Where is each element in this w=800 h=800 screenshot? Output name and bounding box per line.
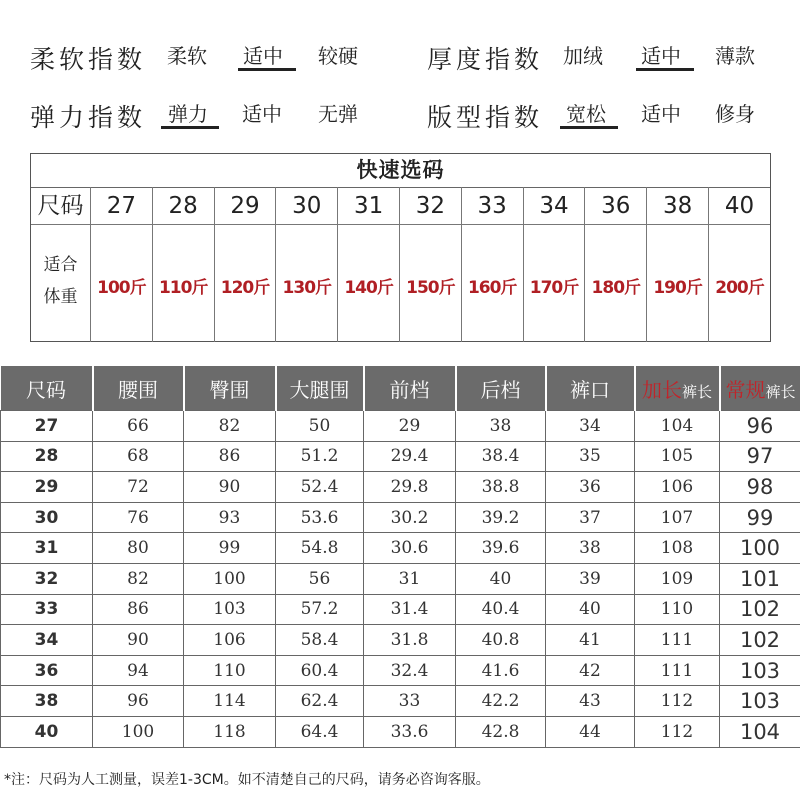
thickness-index-name: 厚度指数 bbox=[427, 45, 544, 74]
measurement-row bbox=[1, 502, 800, 533]
header-front-rise: 前档 bbox=[364, 366, 456, 411]
header-long-text: 裤长 bbox=[681, 382, 712, 401]
cell-long-length: 110 bbox=[635, 594, 720, 625]
cell-size: 38 bbox=[1, 686, 93, 717]
cell-back-rise: 40.8 bbox=[456, 625, 546, 656]
header-regular-tag: 常规 bbox=[725, 377, 766, 402]
cell-hip: 99 bbox=[184, 533, 276, 564]
cell-waist: 96 bbox=[93, 686, 184, 717]
header-hip: 臀围 bbox=[184, 366, 276, 411]
quick-size-cell: 28 bbox=[153, 187, 215, 225]
cell-thigh: 62.4 bbox=[276, 686, 364, 717]
cell-leg-opening: 38 bbox=[546, 533, 635, 564]
cell-waist: 100 bbox=[93, 716, 184, 747]
cell-long-length: 112 bbox=[635, 716, 720, 747]
quick-weight-cell bbox=[585, 225, 647, 342]
cell-regular-length: 97 bbox=[720, 441, 800, 472]
cell-front-rise: 31 bbox=[364, 563, 456, 594]
cell-size: 31 bbox=[1, 533, 93, 564]
quick-size-cell: 36 bbox=[585, 187, 647, 225]
quick-weight-cell bbox=[462, 225, 524, 342]
fit-index-name: 版型指数 bbox=[427, 103, 544, 132]
cell-leg-opening: 39 bbox=[546, 563, 635, 594]
cell-size: 32 bbox=[1, 563, 93, 594]
cell-back-rise: 39.2 bbox=[456, 502, 546, 533]
cell-leg-opening: 42 bbox=[546, 655, 635, 686]
cell-long-length: 109 bbox=[635, 563, 720, 594]
cell-long-length: 111 bbox=[635, 625, 720, 656]
cell-front-rise: 30.6 bbox=[364, 533, 456, 564]
cell-thigh: 53.6 bbox=[276, 502, 364, 533]
softness-option-medium: 适中 bbox=[243, 44, 283, 68]
quick-weight-cell bbox=[91, 225, 153, 342]
quick-weight-value: 200斤 bbox=[715, 278, 764, 298]
fit-selected-underline bbox=[560, 126, 618, 129]
header-regular-text: 裤长 bbox=[765, 382, 796, 401]
cell-hip: 110 bbox=[184, 655, 276, 686]
cell-front-rise: 29.4 bbox=[364, 441, 456, 472]
cell-hip: 118 bbox=[184, 716, 276, 747]
cell-thigh: 51.2 bbox=[276, 441, 364, 472]
quick-weight-label-line1: 适合 bbox=[43, 255, 78, 275]
quick-weight-value: 180斤 bbox=[591, 278, 641, 298]
cell-front-rise: 33 bbox=[364, 686, 456, 717]
cell-front-rise: 29 bbox=[364, 411, 456, 442]
quick-weight-cell bbox=[524, 225, 586, 342]
quick-weight-value: 160斤 bbox=[467, 278, 517, 298]
cell-long-length: 104 bbox=[635, 411, 720, 442]
quick-weight-cell bbox=[215, 225, 277, 342]
cell-thigh: 54.8 bbox=[276, 533, 364, 564]
cell-back-rise: 38.4 bbox=[456, 441, 546, 472]
header-size: 尺码 bbox=[1, 366, 93, 411]
header-thigh: 大腿围 bbox=[276, 366, 364, 411]
header-back-rise: 后档 bbox=[456, 366, 546, 411]
measurement-row bbox=[1, 533, 800, 564]
quick-size-cell: 38 bbox=[647, 187, 709, 225]
quick-weight-cell bbox=[647, 225, 709, 342]
cell-long-length: 111 bbox=[635, 655, 720, 686]
measurement-body bbox=[1, 411, 800, 748]
cell-leg-opening: 36 bbox=[546, 472, 635, 503]
cell-waist: 90 bbox=[93, 625, 184, 656]
cell-long-length: 105 bbox=[635, 441, 720, 472]
cell-back-rise: 40 bbox=[456, 563, 546, 594]
cell-regular-length: 102 bbox=[720, 594, 800, 625]
quick-weight-cell bbox=[153, 225, 215, 342]
cell-thigh: 52.4 bbox=[276, 472, 364, 503]
quick-size-title: 快速选码 bbox=[31, 154, 770, 188]
header-long-tag: 加长 bbox=[641, 377, 682, 402]
cell-leg-opening: 43 bbox=[546, 686, 635, 717]
quick-size-label: 尺码 bbox=[31, 187, 91, 225]
cell-hip: 100 bbox=[184, 563, 276, 594]
quick-size-cell: 27 bbox=[91, 187, 153, 225]
measurement-row bbox=[1, 686, 800, 717]
cell-back-rise: 42.2 bbox=[456, 686, 546, 717]
cell-long-length: 106 bbox=[635, 472, 720, 503]
cell-regular-length: 100 bbox=[720, 533, 800, 564]
cell-waist: 72 bbox=[93, 472, 184, 503]
quick-size-cell: 34 bbox=[524, 187, 586, 225]
cell-thigh: 57.2 bbox=[276, 594, 364, 625]
cell-hip: 86 bbox=[184, 441, 276, 472]
thickness-option-medium: 适中 bbox=[641, 44, 681, 68]
cell-front-rise: 32.4 bbox=[364, 655, 456, 686]
fit-option-slim: 修身 bbox=[715, 102, 755, 126]
cell-regular-length: 103 bbox=[720, 686, 800, 717]
cell-leg-opening: 34 bbox=[546, 411, 635, 442]
measurement-row bbox=[1, 716, 800, 747]
quick-weight-cell bbox=[400, 225, 462, 342]
quick-size-cell: 32 bbox=[400, 187, 462, 225]
measurement-note: *注：尺码为人工测量，误差1-3CM。如不清楚自己的尺码，请务必咨询客服。 bbox=[4, 772, 490, 788]
elasticity-index-row bbox=[0, 90, 800, 140]
quick-weight-cell bbox=[276, 225, 338, 342]
measurement-row bbox=[1, 563, 800, 594]
cell-waist: 66 bbox=[93, 411, 184, 442]
cell-long-length: 112 bbox=[635, 686, 720, 717]
quick-size-table bbox=[30, 153, 771, 342]
cell-thigh: 60.4 bbox=[276, 655, 364, 686]
quick-weight-label-line2: 体重 bbox=[43, 287, 78, 307]
cell-hip: 93 bbox=[184, 502, 276, 533]
cell-thigh: 58.4 bbox=[276, 625, 364, 656]
cell-size: 28 bbox=[1, 441, 93, 472]
cell-hip: 103 bbox=[184, 594, 276, 625]
elasticity-option-medium: 适中 bbox=[242, 102, 282, 126]
cell-waist: 86 bbox=[93, 594, 184, 625]
cell-size: 34 bbox=[1, 625, 93, 656]
softness-option-soft: 柔软 bbox=[167, 44, 207, 68]
measurement-header-row bbox=[1, 366, 800, 411]
cell-waist: 68 bbox=[93, 441, 184, 472]
cell-front-rise: 33.6 bbox=[364, 716, 456, 747]
cell-size: 33 bbox=[1, 594, 93, 625]
elasticity-option-stretch: 弹力 bbox=[168, 102, 208, 126]
cell-front-rise: 31.4 bbox=[364, 594, 456, 625]
cell-regular-length: 98 bbox=[720, 472, 800, 503]
softness-index-name: 柔软指数 bbox=[30, 45, 147, 74]
cell-leg-opening: 44 bbox=[546, 716, 635, 747]
cell-regular-length: 103 bbox=[720, 655, 800, 686]
quick-weight-value: 120斤 bbox=[220, 278, 270, 298]
thickness-option-thin: 薄款 bbox=[715, 44, 755, 68]
cell-long-length: 108 bbox=[635, 533, 720, 564]
elasticity-selected-underline bbox=[161, 126, 219, 129]
quick-weight-value: 100斤 bbox=[97, 278, 146, 298]
cell-leg-opening: 41 bbox=[546, 625, 635, 656]
measurement-row bbox=[1, 625, 800, 656]
quick-weight-value: 130斤 bbox=[282, 278, 332, 298]
header-leg-opening: 裤口 bbox=[546, 366, 635, 411]
softness-option-hard: 较硬 bbox=[318, 44, 358, 68]
thickness-selected-underline bbox=[636, 68, 694, 71]
cell-size: 30 bbox=[1, 502, 93, 533]
quick-size-cell: 29 bbox=[215, 187, 277, 225]
measurement-row bbox=[1, 594, 800, 625]
cell-leg-opening: 40 bbox=[546, 594, 635, 625]
quick-weight-cell bbox=[709, 225, 770, 342]
quick-size-cell: 40 bbox=[709, 187, 770, 225]
cell-back-rise: 39.6 bbox=[456, 533, 546, 564]
elasticity-index-name: 弹力指数 bbox=[30, 103, 147, 132]
cell-regular-length: 99 bbox=[720, 502, 800, 533]
cell-back-rise: 42.8 bbox=[456, 716, 546, 747]
cell-waist: 82 bbox=[93, 563, 184, 594]
cell-back-rise: 38 bbox=[456, 411, 546, 442]
cell-front-rise: 30.2 bbox=[364, 502, 456, 533]
cell-regular-length: 104 bbox=[720, 716, 800, 747]
fit-option-medium: 适中 bbox=[641, 102, 681, 126]
quick-size-cell: 33 bbox=[462, 187, 524, 225]
quick-weight-value: 140斤 bbox=[344, 278, 393, 298]
cell-hip: 114 bbox=[184, 686, 276, 717]
header-waist: 腰围 bbox=[93, 366, 184, 411]
cell-back-rise: 40.4 bbox=[456, 594, 546, 625]
cell-waist: 94 bbox=[93, 655, 184, 686]
quick-weight-label bbox=[31, 225, 91, 342]
cell-size: 36 bbox=[1, 655, 93, 686]
quick-weight-value: 150斤 bbox=[406, 278, 455, 298]
cell-size: 29 bbox=[1, 472, 93, 503]
quick-weight-cell bbox=[338, 225, 400, 342]
quick-weight-value: 110斤 bbox=[158, 278, 208, 298]
cell-long-length: 107 bbox=[635, 502, 720, 533]
cell-thigh: 64.4 bbox=[276, 716, 364, 747]
quick-weight-value: 190斤 bbox=[653, 278, 702, 298]
cell-hip: 106 bbox=[184, 625, 276, 656]
measurement-table bbox=[0, 366, 800, 748]
cell-leg-opening: 37 bbox=[546, 502, 635, 533]
header-long-length bbox=[635, 366, 720, 411]
cell-size: 27 bbox=[1, 411, 93, 442]
cell-front-rise: 31.8 bbox=[364, 625, 456, 656]
softness-selected-underline bbox=[238, 68, 296, 71]
measurement-row bbox=[1, 411, 800, 442]
cell-regular-length: 96 bbox=[720, 411, 800, 442]
softness-index-row bbox=[0, 28, 800, 78]
cell-leg-opening: 35 bbox=[546, 441, 635, 472]
elasticity-option-none: 无弹 bbox=[318, 102, 358, 126]
cell-front-rise: 29.8 bbox=[364, 472, 456, 503]
cell-back-rise: 38.8 bbox=[456, 472, 546, 503]
cell-hip: 82 bbox=[184, 411, 276, 442]
measurement-row bbox=[1, 655, 800, 686]
quick-weight-value: 170斤 bbox=[529, 278, 579, 298]
cell-size: 40 bbox=[1, 716, 93, 747]
header-regular-length bbox=[720, 366, 800, 411]
thickness-option-fleece: 加绒 bbox=[563, 44, 603, 68]
cell-thigh: 50 bbox=[276, 411, 364, 442]
cell-waist: 76 bbox=[93, 502, 184, 533]
cell-waist: 80 bbox=[93, 533, 184, 564]
quick-size-cell: 30 bbox=[276, 187, 338, 225]
cell-back-rise: 41.6 bbox=[456, 655, 546, 686]
measurement-row bbox=[1, 472, 800, 503]
cell-regular-length: 101 bbox=[720, 563, 800, 594]
quick-size-cell: 31 bbox=[338, 187, 400, 225]
cell-hip: 90 bbox=[184, 472, 276, 503]
cell-thigh: 56 bbox=[276, 563, 364, 594]
measurement-row bbox=[1, 441, 800, 472]
cell-regular-length: 102 bbox=[720, 625, 800, 656]
fit-option-loose: 宽松 bbox=[566, 102, 606, 126]
